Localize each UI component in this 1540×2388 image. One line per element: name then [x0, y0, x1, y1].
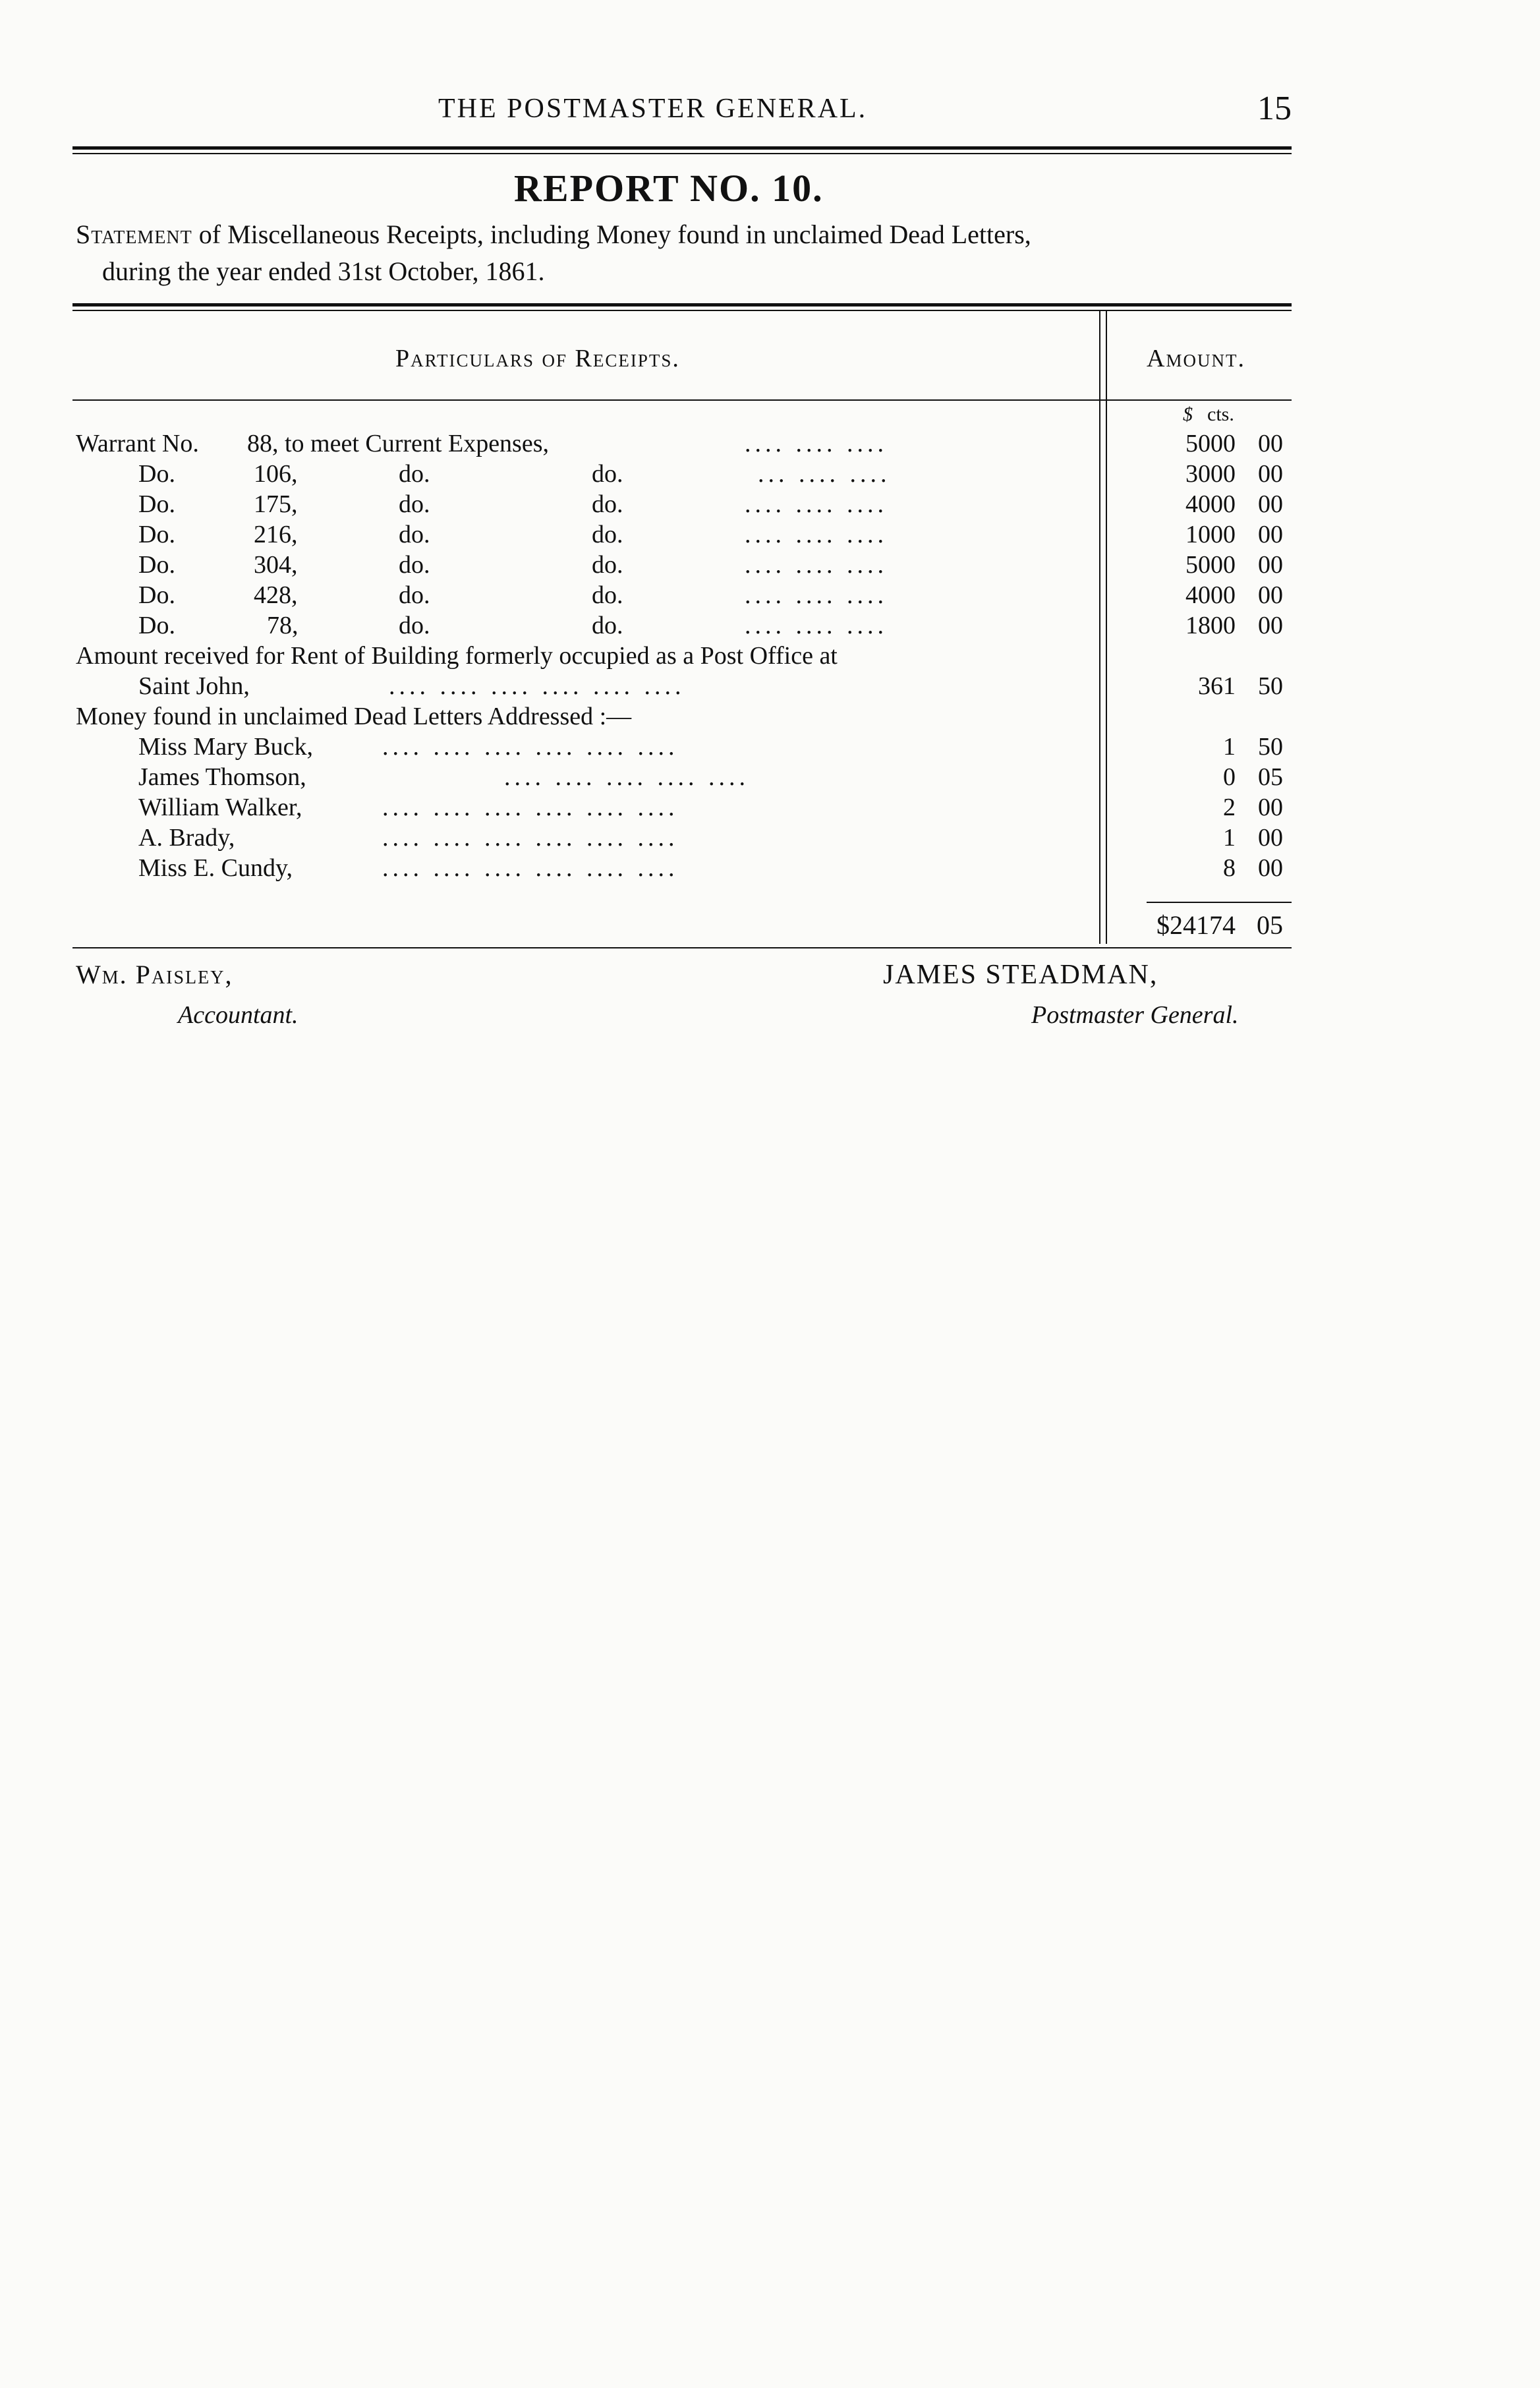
statement-lead: Statement: [76, 219, 192, 249]
table-row: [0, 792, 1540, 823]
table-row: [0, 459, 1540, 489]
addressee-name: Miss Mary Buck,: [138, 733, 313, 761]
leader-dots: .... .... ....: [745, 490, 888, 518]
leader-dots: .... .... ....: [745, 430, 888, 457]
table-row: [0, 550, 1540, 580]
row-number: 428,: [254, 581, 298, 609]
rent-description: Amount received for Rent of Building formerly occupied as a Post Office at: [76, 642, 838, 670]
leader-dots: .... .... ....: [745, 521, 888, 548]
report-title: REPORT NO. 10.: [514, 167, 824, 210]
cents-label: cts.: [1207, 403, 1234, 425]
row-label: Do.: [138, 612, 175, 639]
statement-text: [76, 216, 1295, 290]
row-label: Do.: [138, 521, 175, 548]
leader-dots: .... .... .... .... .... ....: [382, 794, 679, 821]
table-top-rule-thick: [72, 303, 1292, 306]
amount-units: [1183, 403, 1234, 426]
accountant-name: Wm. Paisley,: [76, 960, 233, 989]
table-bottom-rule: [72, 947, 1292, 948]
running-title: THE POSTMASTER GENERAL.: [438, 94, 868, 124]
row-label: Do.: [138, 581, 175, 609]
row-amount: 0 05: [1223, 763, 1283, 791]
row-do-1: do.: [399, 581, 430, 609]
row-do-1: do.: [399, 460, 430, 488]
leader-dots: .... .... .... .... .... ....: [389, 672, 685, 700]
total-dollars: $24174: [1156, 910, 1236, 940]
row-amount: 361 50: [1198, 672, 1283, 700]
row-label: Do.: [138, 490, 175, 518]
leader-dots: .... .... .... .... .... ....: [382, 733, 679, 761]
table-row: [0, 823, 1540, 853]
row-number: 106,: [254, 460, 298, 488]
leader-dots: .... .... ....: [745, 551, 888, 579]
row-label: Warrant No.: [76, 430, 199, 457]
total-amount: [1156, 910, 1283, 941]
running-head: [72, 89, 1292, 135]
row-amount: 1800 00: [1185, 612, 1283, 639]
row-do-1: do.: [399, 612, 430, 639]
table-row: [0, 489, 1540, 519]
page-number: 15: [1257, 90, 1292, 127]
row-label: Do.: [138, 460, 175, 488]
row-amount: 1 50: [1223, 733, 1283, 761]
row-do-2: do.: [592, 521, 623, 548]
table-row: [0, 671, 1540, 701]
table-row: [0, 610, 1540, 641]
table-row: [0, 762, 1540, 792]
row-do-2: do.: [592, 490, 623, 518]
header-rule-bottom: [72, 153, 1292, 154]
leader-dots: ... .... ....: [758, 460, 891, 488]
total-cents: 05: [1257, 910, 1283, 940]
header-particulars: Particulars of Receipts.: [395, 345, 680, 372]
row-number: 216,: [254, 521, 298, 548]
row-detail: 88, to meet Current Expenses,: [247, 430, 550, 457]
row-do-2: do.: [592, 551, 623, 579]
row-number: 304,: [254, 551, 298, 579]
dollar-sign: $: [1183, 403, 1193, 425]
table-top-rule-thin: [72, 310, 1292, 311]
table-row: [0, 732, 1540, 762]
row-number: 175,: [254, 490, 298, 518]
header-amount: Amount.: [1147, 345, 1245, 372]
postmaster-name: JAMES STEADMAN,: [883, 960, 1158, 990]
leader-dots: .... .... .... .... .... ....: [382, 824, 679, 852]
leader-dots: .... .... ....: [745, 581, 888, 609]
table-row: [0, 641, 1540, 671]
table-row: [0, 580, 1540, 610]
row-do-2: do.: [592, 612, 623, 639]
row-do-2: do.: [592, 581, 623, 609]
row-amount: 1000 00: [1185, 521, 1283, 548]
accountant-title: Accountant.: [178, 1001, 299, 1029]
statement-line2: during the year ended 31st October, 1861.: [102, 256, 545, 286]
sum-rule: [1147, 902, 1292, 903]
rent-location: Saint John,: [138, 672, 250, 700]
row-do-1: do.: [399, 490, 430, 518]
row-amount: 4000 00: [1185, 581, 1283, 609]
addressee-name: William Walker,: [138, 794, 302, 821]
table-row: [0, 853, 1540, 883]
leader-dots: .... .... ....: [745, 612, 888, 639]
row-amount: 8 00: [1223, 854, 1283, 882]
row-do-1: do.: [399, 521, 430, 548]
header-underline: [72, 399, 1292, 401]
row-amount: 3000 00: [1185, 460, 1283, 488]
leader-dots: .... .... .... .... ....: [504, 763, 749, 791]
postmaster-title: Postmaster General.: [1031, 1001, 1239, 1029]
row-amount: 5000 00: [1185, 551, 1283, 579]
leader-dots: .... .... .... .... .... ....: [382, 854, 679, 882]
addressee-name: Miss E. Cundy,: [138, 854, 293, 882]
statement-rest: of Miscellaneous Receipts, including Money found in unclaimed Dead Letters,: [192, 219, 1031, 249]
addressee-name: A. Brady,: [138, 824, 235, 852]
row-do-1: do.: [399, 551, 430, 579]
row-amount: 4000 00: [1185, 490, 1283, 518]
row-amount: 5000 00: [1185, 430, 1283, 457]
row-number: 78,: [267, 612, 299, 639]
dead-letters-heading: Money found in unclaimed Dead Letters Addressed :—: [76, 703, 632, 730]
table-row: [0, 519, 1540, 550]
row-label: Do.: [138, 551, 175, 579]
row-amount: 2 00: [1223, 794, 1283, 821]
table-row: [0, 428, 1540, 459]
table-row: [0, 701, 1540, 732]
row-do-2: do.: [592, 460, 623, 488]
row-amount: 1 00: [1223, 824, 1283, 852]
header-rule-top: [72, 146, 1292, 150]
addressee-name: James Thomson,: [138, 763, 306, 791]
